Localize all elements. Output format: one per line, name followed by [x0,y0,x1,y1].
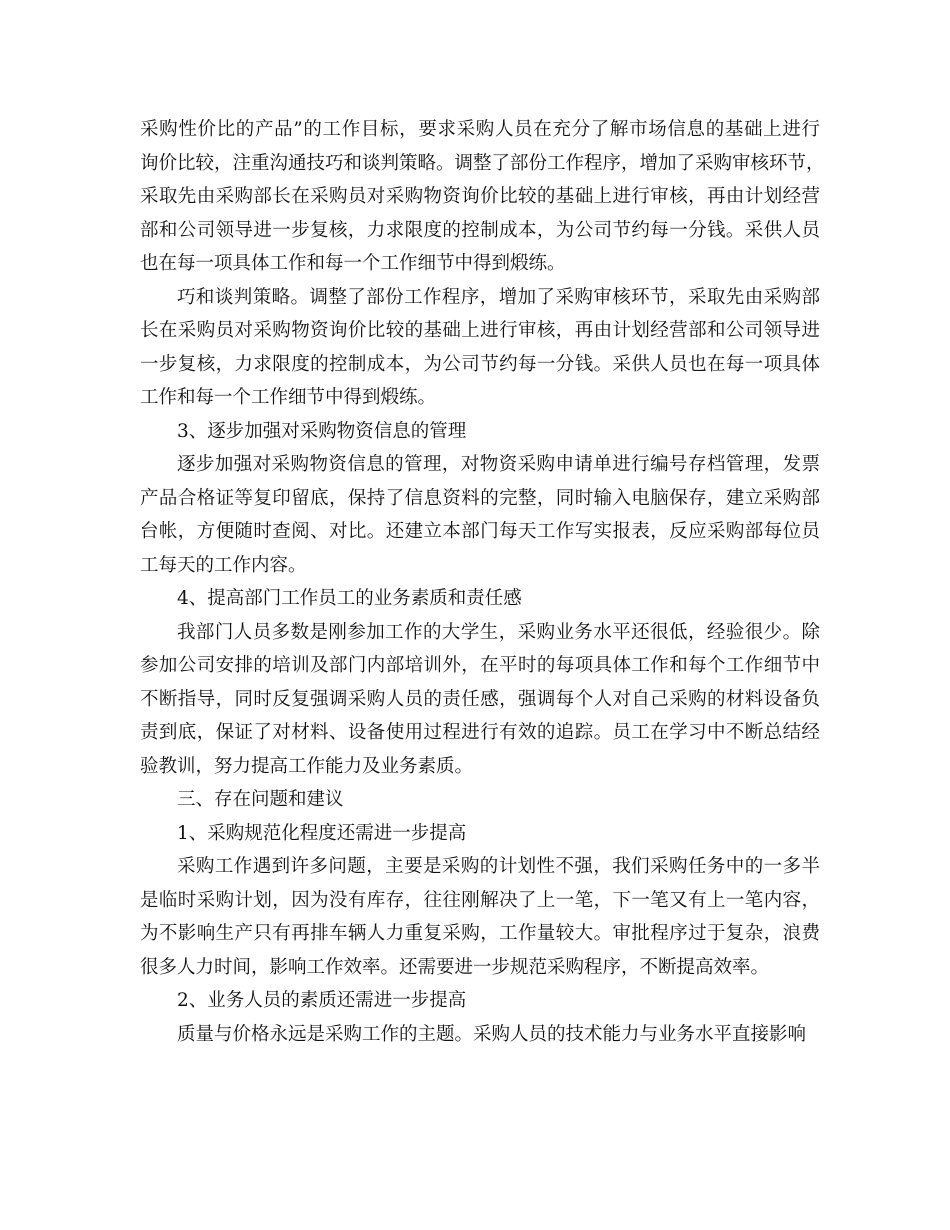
paragraph-purchasing-goals [140,113,825,281]
heading-2-personnel-quality [140,984,820,1018]
text-line: 采取先由采购部长在采购员对采购物资询价比较的基础上进行审核，再由计划经营 [140,186,820,207]
text-line: 1、采购规范化程度还需进一步提高 [177,822,467,844]
paragraph-personnel-quality [140,1018,820,1052]
paragraph-information-management [140,448,820,582]
text-line: 很多人力时间，影响工作效率。还需要进一步规范采购程序，不断提高效率。 [140,956,770,978]
text-line: 台帐，方便随时查阅、对比。还建立本部门每天工作写实报表，反应采购部每位员 [140,521,820,542]
text-line: 不断指导，同时反复强调采购人员的责任感，强调每个人对自己采购的材料设备负 [140,688,820,710]
paragraph-staff-quality [140,616,820,784]
heading-4-staff-quality [140,582,820,616]
text-line: 采购性价比的产品”的工作目标，要求采购人员在充分了解市场信息的基础上进行 [140,119,820,140]
text-line: 参加公司安排的培训及部门内部培训外，在平时的每项具体工作和每个工作细节中 [140,655,820,676]
text-line: 是临时采购计划，因为没有库存，往往刚解决了上一笔，下一笔又有上一笔内容， [140,889,820,911]
text-line: 验教训，努力提高工作能力及业务素质。 [140,755,474,777]
text-line: 责到底，保证了对材料、设备使用过程进行有效的追踪。员工在学习中不断总结经 [140,722,820,743]
document-body [140,113,825,1051]
text-line: 三、存在问题和建议 [177,789,344,810]
text-line: 工作和每一个工作细节中得到煅练。 [140,387,437,408]
text-line: 4、提高部门工作员工的业务素质和责任感 [177,588,522,609]
text-line: 询价比较，注重沟通技巧和谈判策略。调整了部份工作程序，增加了采购审核环节， [140,152,825,174]
heading-section-3-problems [140,783,820,817]
text-line: 2、业务人员的素质还需进一步提高 [177,990,467,1011]
text-line: 工每天的工作内容。 [140,554,307,576]
text-line: 也在每一项具体工作和每一个工作细节中得到煅练。 [140,253,566,274]
text-line: 逐步加强对采购物资信息的管理，对物资采购申请单进行编号存档管理，发票 [177,454,820,475]
text-line: 3、逐步加强对采购物资信息的管理 [177,420,467,442]
heading-3-information-management [140,415,820,449]
text-line: 为不影响生产只有再排车辆人力重复采购，工作量较大。审批程序过于复杂，浪费 [140,923,820,944]
paragraph-standardization [140,850,820,984]
text-line: 质量与价格永远是采购工作的主题。采购人员的技术能力与业务水平直接影响 [177,1023,807,1045]
text-line: 巧和谈判策略。调整了部份工作程序，增加了采购审核环节，采取先由采购部 [177,286,820,308]
text-line: 我部门人员多数是刚参加工作的大学生，采购业务水平还很低，经验很少。除 [177,621,820,643]
text-line: 采购工作遇到许多问题，主要是采购的计划性不强，我们采购任务中的一多半 [177,856,820,877]
text-line: 一步复核，力求限度的控制成本，为公司节约每一分钱。采供人员也在每一项具体 [140,353,820,375]
paragraph-negotiation-strategy [140,281,820,415]
heading-1-standardization [140,817,820,851]
text-line: 长在采购员对采购物资询价比较的基础上进行审核，再由计划经营部和公司领导进 [140,320,820,341]
text-line: 部和公司领导进一步复核，力求限度的控制成本，为公司节约每一分钱。采供人员 [140,219,820,241]
text-line: 产品合格证等复印留底，保持了信息资料的完整，同时输入电脑保存，建立采购部 [140,487,820,509]
